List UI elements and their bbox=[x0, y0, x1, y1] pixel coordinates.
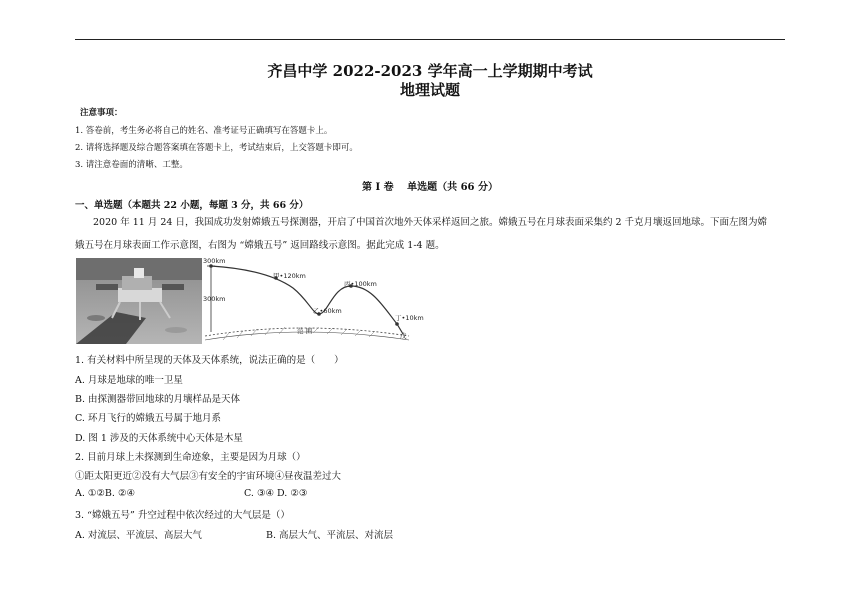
question-1-option-a: A. 月球是地球的唯一卫星 bbox=[75, 375, 183, 386]
label-wu: 戊 bbox=[400, 332, 407, 340]
question-2-stem: 2. 目前月球上未探测到生命迹象，主要是因为月球（） bbox=[75, 452, 306, 463]
label-side-height: 300km bbox=[203, 295, 226, 303]
question-1-option-b: B. 由探测器带回地球的月壤样品是天体 bbox=[75, 394, 241, 405]
question-2-conditions: ①距太阳更近②没有大气层③有安全的宇宙环境④昼夜温差过大 bbox=[75, 471, 342, 482]
label-ding: 丁•10km bbox=[395, 314, 424, 322]
label-zone: 范 围 bbox=[297, 327, 313, 335]
question-2-option-cd: C. ③④ D. ②③ bbox=[244, 488, 308, 499]
passage-line: 娥五号在月球表面工作示意图，右图为 “嫦娥五号” 返回路线示意图。据此完成 1-4 题。 bbox=[75, 240, 445, 251]
notice-heading: 注意事项： bbox=[80, 108, 123, 118]
header-rule bbox=[75, 39, 785, 40]
section-title: 第 I 卷 单选题（共 66 分） bbox=[361, 182, 498, 193]
passage-line: 2020 年 11 月 24 日，我国成功发射嫦娥五号探测器，开启了中国首次地外天体采样返回之旅。嫦娥五号在月球表面采集约 2 千克月壤返回地球。下面左图为嫦 bbox=[93, 217, 768, 228]
question-3-option-a: A. 对流层、平流层、高层大气 bbox=[75, 530, 202, 541]
notice-item: 3. 请注意卷面的清晰、工整。 bbox=[75, 160, 188, 170]
notice-item: 1. 答卷前，考生务必将自己的姓名、准考证号正确填写在答题卡上。 bbox=[75, 126, 333, 136]
label-jia: 甲•120km bbox=[273, 272, 306, 280]
exam-title: 齐昌中学 2022-2023 学年高一上学期期中考试 bbox=[267, 62, 593, 80]
exam-subtitle: 地理试题 bbox=[399, 81, 460, 99]
label-top-height: 300km bbox=[203, 257, 226, 265]
return-route-diagram bbox=[203, 256, 424, 348]
question-1-stem: 1. 有关材料中所呈现的天体及天体系统，说法正确的是（ ） bbox=[75, 355, 344, 366]
lander-photo bbox=[76, 258, 202, 344]
question-3-stem: 3. “嫦娥五号” 升空过程中依次经过的大气层是（） bbox=[75, 510, 290, 521]
notice-item: 2. 请将选择题及综合题答案填在答题卡上，考试结束后，上交答题卡即可。 bbox=[75, 143, 358, 153]
label-bing: 丙•100km bbox=[344, 280, 377, 288]
part-heading: 一、单选题（本题共 22 小题，每题 3 分，共 66 分） bbox=[75, 200, 309, 211]
question-3-option-b: B. 高层大气、平流层、对流层 bbox=[266, 530, 394, 541]
question-1-option-c: C. 环月飞行的嫦娥五号属于地月系 bbox=[75, 413, 221, 424]
label-yi: 乙•60km bbox=[313, 307, 342, 315]
question-1-option-d: D. 图 1 涉及的天体系统中心天体是木星 bbox=[75, 433, 243, 444]
question-2-option-ab: A. ①②B. ②④ bbox=[75, 488, 135, 499]
